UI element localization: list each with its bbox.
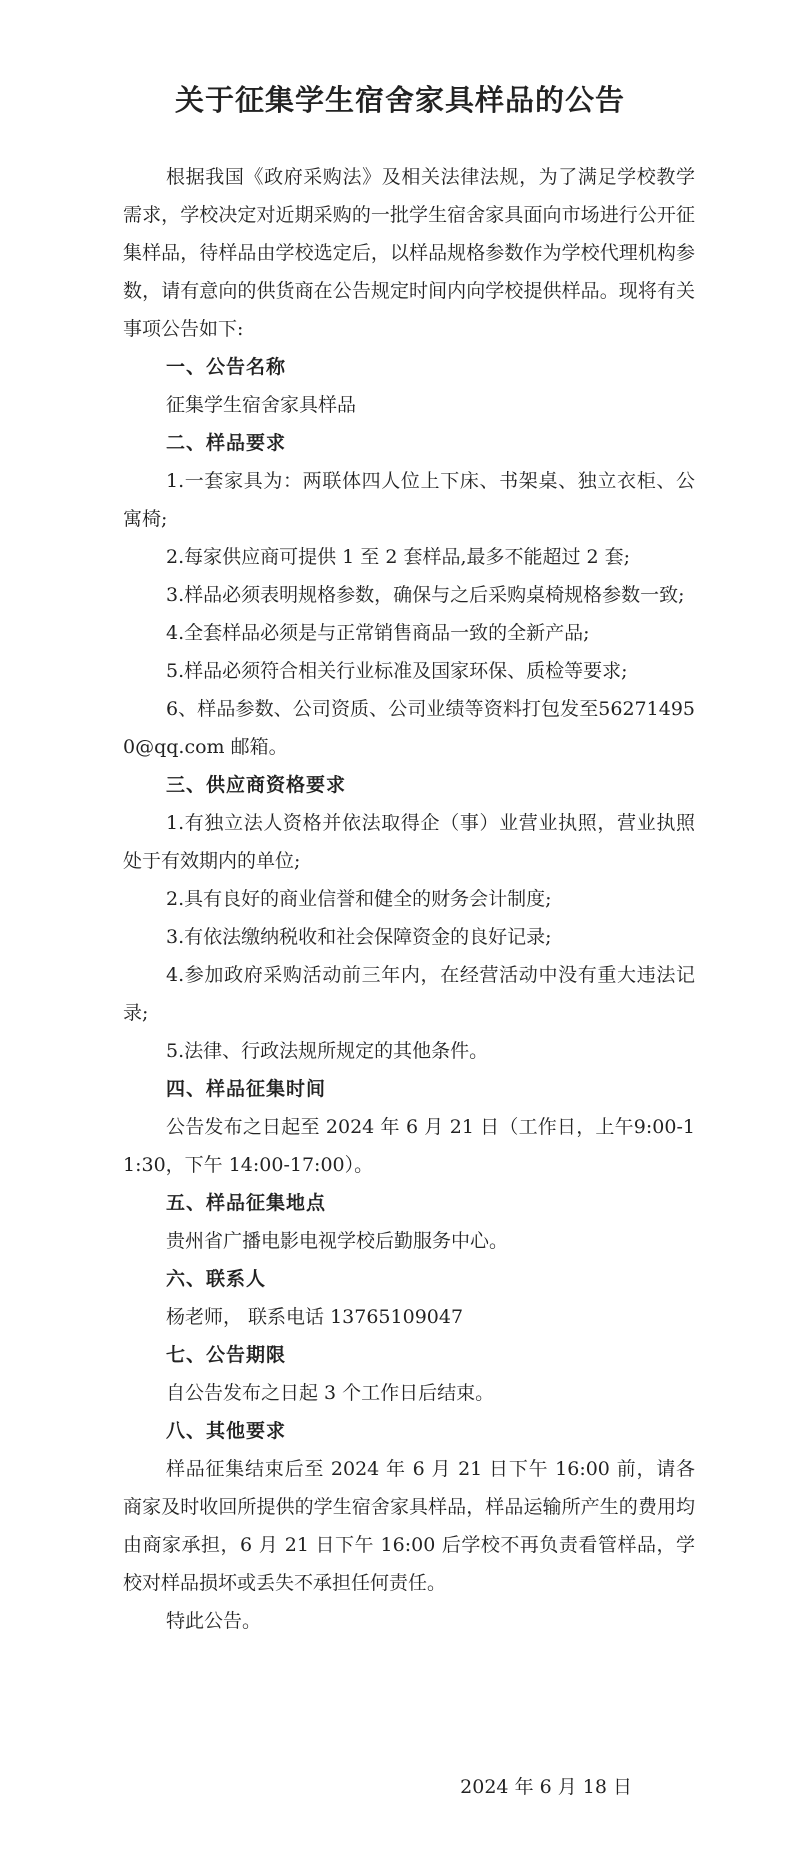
section-heading-collection-time: 四、样品征集时间 (166, 1078, 327, 1100)
section-heading-collection-location: 五、样品征集地点 (166, 1192, 327, 1214)
qualification-item: 4.参加政府采购活动前三年内，在经营活动中没有重大违法记录; (123, 964, 695, 1024)
section-heading-contact: 六、联系人 (166, 1268, 267, 1290)
qualification-item: 2.具有良好的商业信誉和健全的财务会计制度; (166, 888, 552, 910)
section-heading-name: 一、公告名称 (166, 356, 287, 378)
section-heading-other-requirements: 八、其他要求 (166, 1420, 287, 1442)
intro-paragraph: 根据我国《政府采购法》及相关法律法规，为了满足学校教学需求，学校决定对近期采购的一批学生宿舍家具面向市场进行公开征集样品，待样品由学校选定后，以样品规格参数作为学校代理机构参数，请有意向的供货商在公告规定时间内向学校提供样品。现将有关事项公告如下: (123, 166, 695, 340)
announcement-date: 2024 年 6 月 18 日 (460, 1776, 632, 1798)
announcement-body (123, 158, 695, 1640)
requirement-item: 3.样品必须表明规格参数，确保与之后采购桌椅规格参数一致; (166, 584, 685, 606)
closing-text: 特此公告。 (166, 1610, 262, 1632)
period-text: 自公告发布之日起 3 个工作日后结束。 (166, 1382, 495, 1404)
requirement-item: 6、样品参数、公司资质、公司业绩等资料打包发至562714950@qq.com 邮箱。 (123, 698, 695, 758)
other-requirements-text: 样品征集结束后至 2024 年 6 月 21 日下午 16:00 前，请各商家及时收回所提供的学生宿舍家具样品，样品运输所产生的费用均由商家承担，6 月 21 日下午 16:00 后学校不再负责看管样品，学校对样品损坏或丢失不承担任何责任。 (123, 1458, 695, 1594)
section-heading-sample-requirements: 二、样品要求 (166, 432, 287, 454)
requirement-item: 1.一套家具为：两联体四人位上下床、书架桌、独立衣柜、公寓椅; (123, 470, 695, 530)
requirement-item: 4.全套样品必须是与正常销售商品一致的全新产品; (166, 622, 590, 644)
collection-location-text: 贵州省广播电影电视学校后勤服务中心。 (166, 1230, 509, 1252)
qualification-item: 3.有依法缴纳税收和社会保障资金的良好记录; (166, 926, 552, 948)
section-text: 征集学生宿舍家具样品 (166, 394, 357, 416)
qualification-item: 1.有独立法人资格并依法取得企（事）业营业执照，营业执照处于有效期内的单位; (123, 812, 695, 872)
page-title: 关于征集学生宿舍家具样品的公告 (174, 83, 625, 117)
section-heading-supplier-qualifications: 三、供应商资格要求 (166, 774, 347, 796)
requirement-item: 2.每家供应商可提供 1 至 2 套样品,最多不能超过 2 套; (166, 546, 631, 568)
contact-text: 杨老师， 联系电话 13765109047 (166, 1306, 464, 1328)
collection-time-text: 公告发布之日起至 2024 年 6 月 21 日（工作日，上午9:00-11:30，下午 14:00-17:00）。 (123, 1116, 695, 1176)
requirement-item: 5.样品必须符合相关行业标准及国家环保、质检等要求; (166, 660, 628, 682)
section-heading-period: 七、公告期限 (166, 1344, 287, 1366)
qualification-item: 5.法律、行政法规所规定的其他条件。 (166, 1040, 489, 1062)
